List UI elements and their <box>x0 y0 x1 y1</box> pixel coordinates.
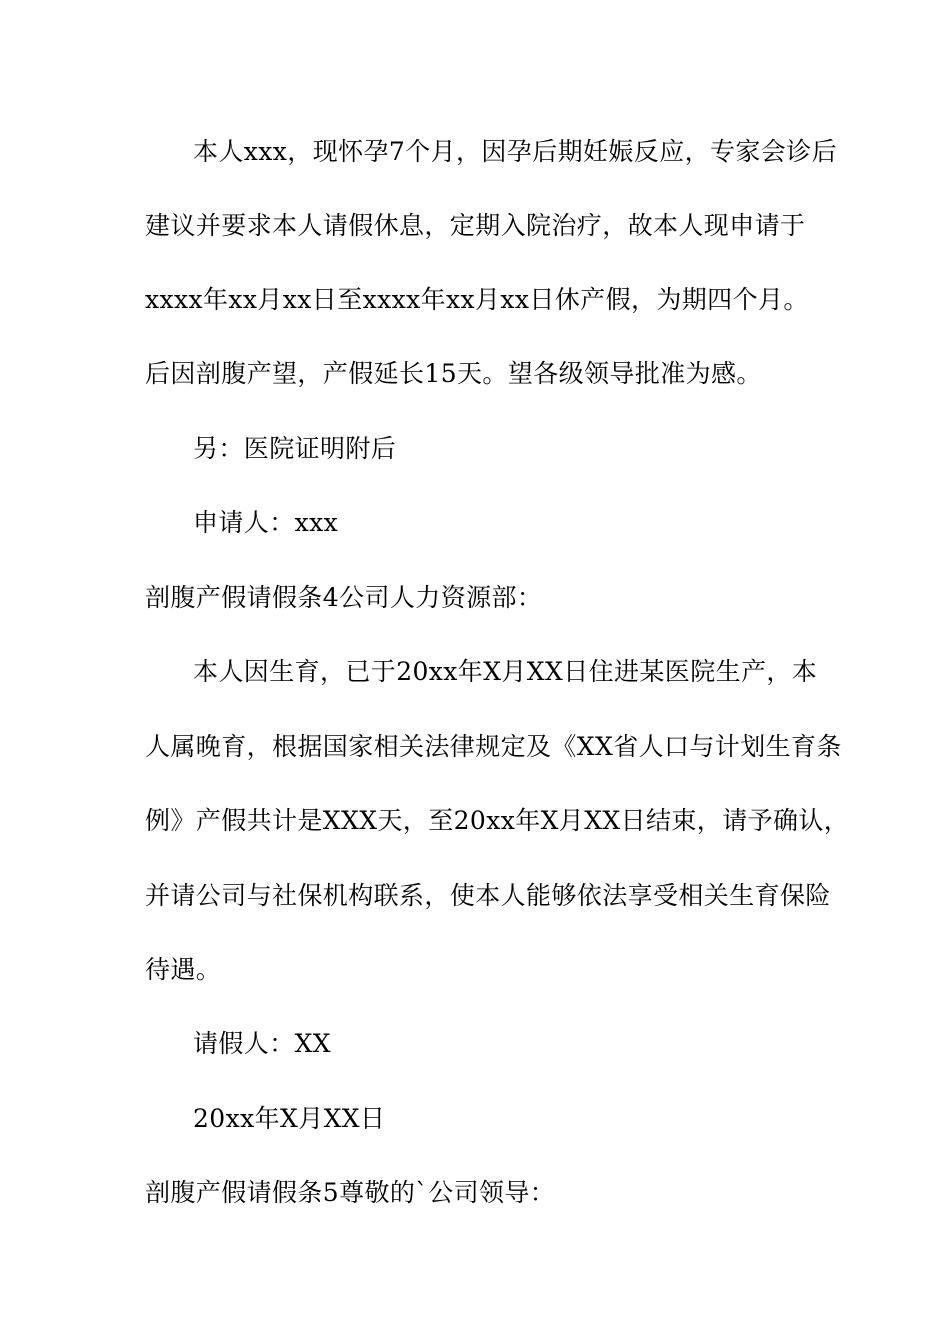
paragraph-line-9: 待遇。 <box>145 955 222 984</box>
paragraph-line-7: 例》产假共计是XXX天，至20xx年X月XX日结束，请予确认， <box>145 806 850 835</box>
leave-requester-signature: 请假人：XX <box>193 1029 331 1058</box>
applicant-signature: 申请人：xxx <box>193 508 339 537</box>
attachment-note: 另：医院证明附后 <box>193 434 397 463</box>
section-heading-5: 剖腹产假请假条5尊敬的`公司领导： <box>145 1178 556 1207</box>
section-heading-4: 剖腹产假请假条4公司人力资源部： <box>145 583 543 612</box>
paragraph-line-3: xxxx年xx月xx日至xxxx年xx月xx日休产假，为期四个月。 <box>145 285 809 314</box>
paragraph-line-6: 人属晚育，根据国家相关法律规定及《XX省人口与计划生育条 <box>145 732 842 761</box>
paragraph-line-2: 建议并要求本人请假休息，定期入院治疗，故本人现申请于 <box>145 211 806 240</box>
paragraph-line-8: 并请公司与社保机构联系，使本人能够依法享受相关生育保险 <box>145 881 831 910</box>
paragraph-line-1: 本人xxx，现怀孕7个月，因孕后期妊娠反应，专家会诊后 <box>193 137 838 166</box>
paragraph-line-5: 本人因生育，已于20xx年X月XX日住进某医院生产，本 <box>193 657 818 686</box>
signature-date: 20xx年X月XX日 <box>193 1104 386 1133</box>
paragraph-line-4: 后因剖腹产望，产假延长15天。望各级领导批准为感。 <box>145 359 762 388</box>
